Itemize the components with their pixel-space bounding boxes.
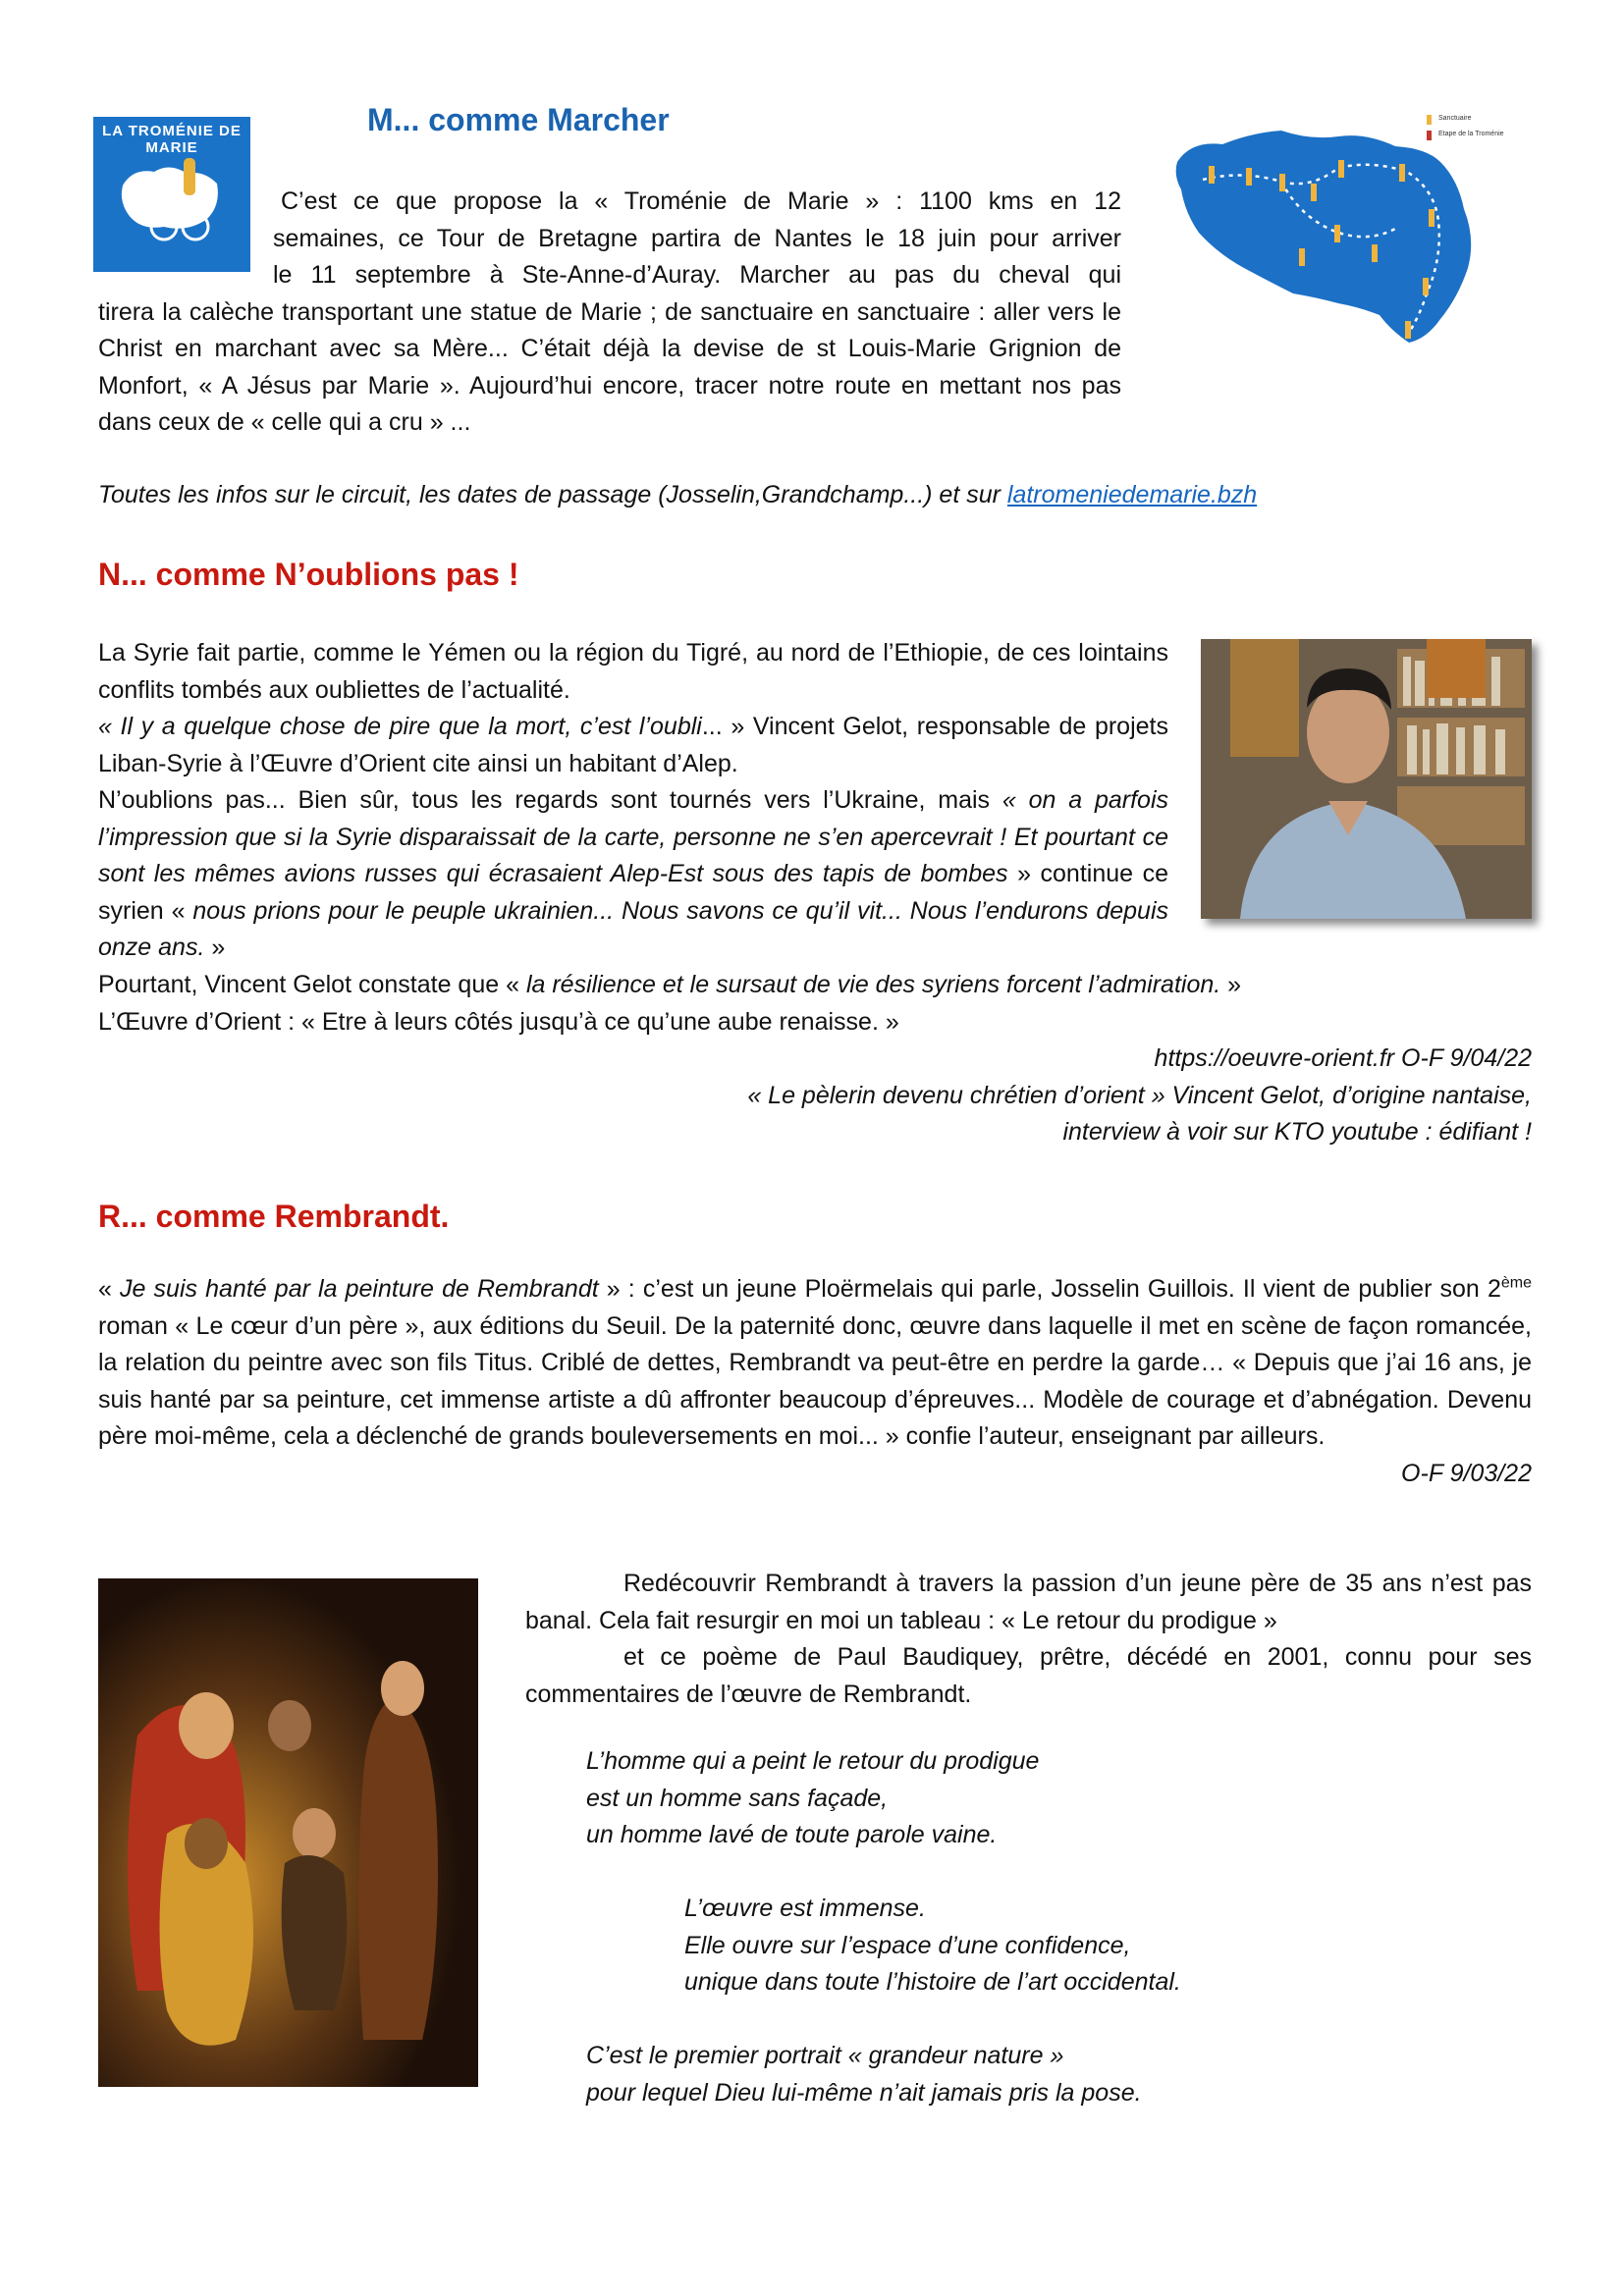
section-n-body — [98, 635, 1168, 967]
n-source-3: interview à voir sur KTO youtube : édifiant ! — [1062, 1118, 1532, 1146]
painting-graphic — [98, 1578, 478, 2087]
n-source-2: « Le pèlerin devenu chrétien d’orient » Vincent Gelot, d’origine nantaise, — [747, 1081, 1532, 1109]
r-para-1-d: roman « Le cœur d’un père », aux éditions du Seuil. De la paternité donc, œuvre dans laquelle il met en scène de façon romancée, la relation du peintre avec son fils Titus. Criblé de dettes, Rembrandt va peut-être en perdre la garde… « Depuis que j’ai 16 ans, je suis hanté par sa peinture, cet immense artiste a dû affronter beaucoup d’épreuves... Modèle de courage et d’abnégation. Devenu père moi-même, cela a déclenché de grands bouleversements en moi... » confie l’auteur, enseignant par ailleurs. — [98, 1311, 1532, 1450]
poem-1-line-2: est un homme sans façade, — [586, 1784, 889, 1812]
heading-m: M... comme Marcher — [367, 102, 670, 137]
m-paragraph-rest: tirera la calèche transportant une statue de Marie ; de sanctuaire en sanctuaire : aller vers le Christ en marchant avec sa Mère... C’était déjà la devise de st Louis-Marie Grignion de Monfort, « A Jésus par Marie ». Aujourd’hui encore, tracer notre route en mettant nos pas dans ceux de « celle qui a cru » ... — [98, 297, 1121, 436]
m-line-2: semaines, ce Tour de Bretagne partira de Nantes le 18 juin pour arriver — [273, 224, 1121, 252]
r-para-1-a: « — [98, 1275, 121, 1303]
n-para-3-a: N’oublions pas... Bien sûr, tous les regards sont tournés vers l’Ukraine, mais — [98, 786, 1002, 814]
heading-n: N... comme N’oublions pas ! — [98, 557, 519, 592]
m-line-1: C’est ce que propose la « Troménie de Marie » : 1100 kms en 12 — [281, 187, 1121, 215]
n-quote-oubli: « Il y a quelque chose de pire que la mort, c’est l’oubli — [98, 713, 702, 740]
n-para-4-a: Pourtant, Vincent Gelot constate que « — [98, 971, 526, 998]
r-para-1-quote: Je suis hanté par la peinture de Rembrandt — [120, 1275, 599, 1303]
tromenie-link[interactable]: latromeniedemarie.bzh — [1006, 481, 1258, 508]
vincent-gelot-photo — [1201, 639, 1532, 919]
poem-2-line-1: L’œuvre est immense. — [684, 1895, 926, 1922]
n-para-3-quote: « on a parfois l’impression que si la Syrie disparaissait de la carte, personne ne s’en apercevrait ! Et pourtant ce sont les mêmes avions russes qui écrasaient Alep-Est sous des tapis de bombes — [98, 786, 1169, 887]
section-n-body-2 — [98, 967, 1532, 1151]
section-m-intro — [98, 184, 1121, 294]
m-info-line — [98, 477, 1257, 514]
n-para-2-rest: ... » Vincent Gelot, responsable de projets Liban-Syrie à l’Œuvre d’Orient cite ainsi un habitant d’Alep. — [98, 713, 1168, 777]
poem-1-line-3: un homme lavé de toute parole vaine. — [586, 1821, 998, 1848]
portrait-graphic — [1201, 639, 1532, 919]
poem-3-line-2: pour lequel Dieu lui-même n’ait jamais pris la pose. — [586, 2078, 1142, 2107]
r-para-1-c: » : c’est un jeune Ploërmelais qui parle, Josselin Guillois. Il vient de publier son 2 — [598, 1275, 1501, 1303]
poem-1-line-1: L’homme qui a peint le retour du prodigue — [586, 1747, 1040, 1775]
section-r-body-2 — [525, 1566, 1532, 1713]
bretagne-map-graphic — [1164, 111, 1497, 351]
n-para-4-quote: la résilience et le sursaut de vie des syriens forcent l’admiration. — [525, 971, 1221, 998]
n-para-1: La Syrie fait partie, comme le Yémen ou la région du Tigré, au nord de l’Ethiopie, de ces lointains conflits tombés aux oubliettes de l’actualité. — [98, 639, 1168, 704]
n-para-3-quote-2: nous prions pour le peuple ukrainien... Nous savons ce qu’il vit... Nous l’endurons depuis onze ans. — [98, 896, 1168, 961]
r-para-3: et ce poème de Paul Baudiquey, prêtre, décédé en 2001, connu pour ses commentaires de l’œuvre de Rembrandt. — [525, 1643, 1532, 1708]
logo-text: LA TROMÉNIE DE MARIE — [102, 123, 242, 156]
n-para-5: L’Œuvre d’Orient : « Etre à leurs côtés jusqu’à ce qu’une aube renaisse. » — [98, 1007, 899, 1036]
map-legend-etape: Etape de la Troménie — [1438, 131, 1504, 137]
r-para-1 — [98, 1271, 1532, 1456]
prodigal-son-painting — [98, 1578, 478, 2087]
n-para-3 — [98, 782, 1168, 967]
m-line-3: le 11 septembre à Ste-Anne-d’Auray. Marcher au pas du cheval qui — [273, 261, 1121, 289]
heading-r: R... comme Rembrandt. — [98, 1199, 450, 1234]
m-info-text: Toutes les infos sur le circuit, les dates de passage (Josselin,Grandchamp...) et sur — [98, 481, 1007, 508]
section-r-body — [98, 1271, 1532, 1492]
poem — [586, 1743, 1519, 2111]
n-para-2 — [98, 709, 1168, 782]
r-para-1-sup: ème — [1500, 1274, 1532, 1292]
poem-2-line-2: Elle ouvre sur l’espace d’une confidence, — [684, 1931, 1131, 1959]
n-para-4 — [98, 967, 1532, 1004]
poem-2-line-3: unique dans toute l’histoire de l’art occidental. — [684, 1968, 1181, 1996]
map-bretagne — [1164, 111, 1504, 351]
n-para-3-c: » continue ce syrien « — [98, 860, 1168, 925]
r-para-2: Redécouvrir Rembrandt à travers la passion d’un jeune père de 35 ans n’est pas banal. Cela fait resurgir en moi un tableau : « Le retour du prodigue » — [525, 1570, 1532, 1634]
section-m-body — [98, 184, 1121, 442]
n-para-3-e: » — [204, 934, 226, 961]
map-legend-sanctuaire: Sanctuaire — [1438, 115, 1472, 122]
poem-3-line-1: C’est le premier portrait « grandeur nature » — [586, 2042, 1064, 2069]
n-para-4-c: » — [1220, 971, 1242, 998]
r-source: O-F 9/03/22 — [1401, 1459, 1532, 1487]
n-source-1: https://oeuvre-orient.fr O-F 9/04/22 — [1154, 1044, 1532, 1072]
